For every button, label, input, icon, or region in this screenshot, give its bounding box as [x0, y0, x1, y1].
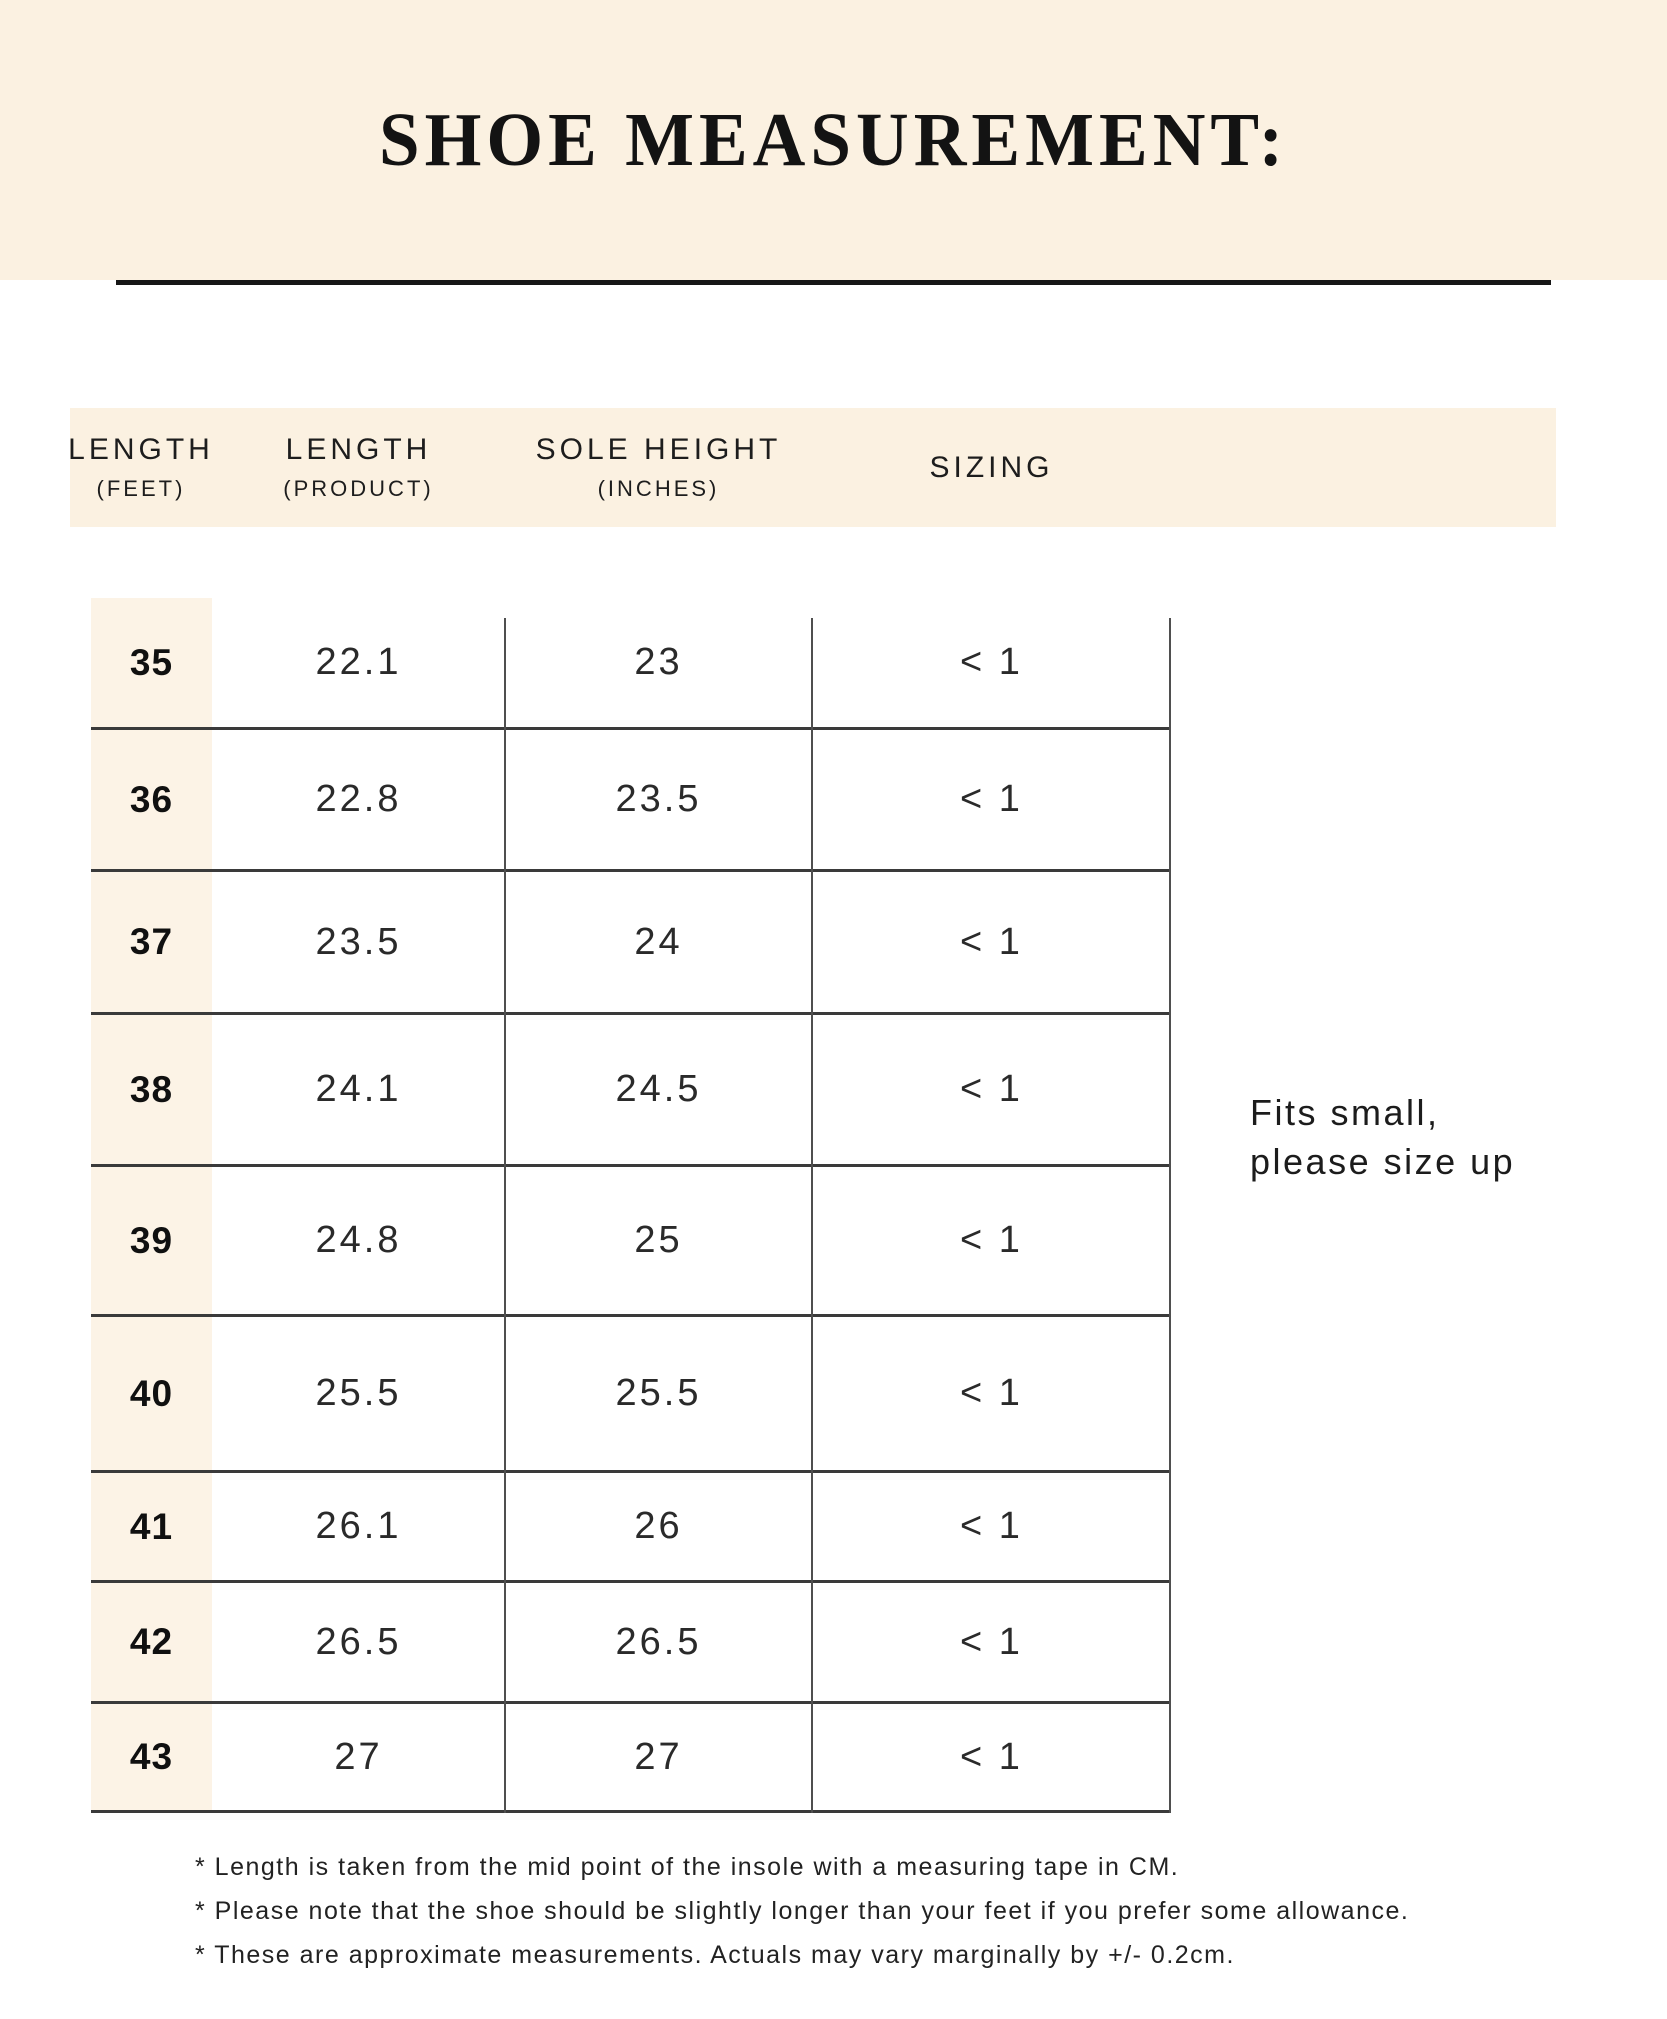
table-row: [91, 872, 1171, 1015]
size-cell: 38: [91, 1015, 212, 1164]
size-cell: 41: [91, 1473, 212, 1580]
sole-height-cell: < 1: [960, 1068, 1023, 1110]
header-spacer: [1171, 408, 1556, 527]
length-product-cell: 24: [634, 920, 683, 963]
size-cell: 43: [91, 1704, 212, 1810]
footnote: * Please note that the shoe should be slightly longer than your feet if you prefer some allowance.: [195, 1897, 1410, 1925]
table-header-band: [70, 408, 1556, 527]
header-main-label: SOLE HEIGHT: [535, 433, 782, 466]
table-vertical-divider: [504, 618, 506, 1813]
page-title: SHOE MEASUREMENT:: [378, 97, 1289, 182]
table-row: [91, 1317, 1171, 1473]
header-sole-height: [505, 408, 812, 527]
sizing-note-line: please size up: [1250, 1141, 1516, 1182]
header-sizing: [812, 408, 1171, 527]
length-product-cell: 24.5: [615, 1068, 702, 1110]
footnote: * These are approximate measurements. Actuals may vary marginally by +/- 0.2cm.: [195, 1941, 1235, 1969]
table-row: [91, 1167, 1171, 1317]
sole-height-cell: < 1: [960, 1505, 1023, 1547]
length-product-cell: 26.5: [615, 1620, 702, 1663]
length-feet-cell: 23.5: [315, 920, 402, 963]
size-cell: 35: [91, 598, 212, 727]
table-row: [91, 1015, 1171, 1167]
length-feet-cell: 24.8: [315, 1219, 402, 1261]
footnote: * Length is taken from the mid point of the insole with a measuring tape in CM.: [195, 1853, 1180, 1881]
header-sub-label: (PRODUCT): [283, 476, 434, 501]
table-vertical-divider: [811, 618, 813, 1813]
table-row: [91, 730, 1171, 872]
length-product-cell: 25.5: [615, 1372, 702, 1414]
footnotes: [195, 1845, 1409, 1977]
length-feet-cell: 26.1: [315, 1505, 402, 1547]
sole-height-cell: < 1: [960, 778, 1023, 820]
length-product-cell: 27: [634, 1735, 683, 1778]
sole-height-cell: < 1: [960, 920, 1023, 963]
length-feet-cell: 26.5: [315, 1620, 402, 1663]
table-row: [91, 1583, 1171, 1704]
length-product-cell: 26: [634, 1505, 683, 1547]
sole-height-cell: < 1: [960, 1372, 1023, 1414]
sizing-note-line: Fits small,: [1250, 1092, 1440, 1133]
sole-height-cell: < 1: [960, 1219, 1023, 1261]
length-feet-cell: 27: [334, 1735, 383, 1778]
length-feet-cell: 24.1: [315, 1068, 402, 1110]
size-cell: 40: [91, 1317, 212, 1470]
table-row: [91, 1704, 1171, 1813]
table-vertical-divider: [1169, 618, 1171, 1813]
header-main-label: LENGTH: [68, 433, 214, 466]
table-row: [91, 598, 1171, 730]
length-product-cell: 23: [634, 641, 683, 683]
size-table: [91, 598, 1171, 1813]
banner: [0, 0, 1667, 280]
size-cell: 37: [91, 872, 212, 1012]
header-length-product: [212, 408, 505, 527]
sizing-note: [1250, 1088, 1515, 1186]
sole-height-cell: < 1: [960, 1735, 1023, 1778]
sole-height-cell: < 1: [960, 1620, 1023, 1663]
header-main-label: SIZING: [929, 450, 1054, 484]
size-cell: 42: [91, 1583, 212, 1701]
length-feet-cell: 22.1: [315, 641, 402, 683]
length-feet-cell: 25.5: [315, 1372, 402, 1414]
size-cell: 36: [91, 730, 212, 869]
table-row: [91, 1473, 1171, 1583]
banner-underline: [116, 280, 1551, 285]
length-product-cell: 23.5: [615, 778, 702, 820]
size-cell: 39: [91, 1167, 212, 1314]
length-product-cell: 25: [634, 1219, 683, 1261]
sole-height-cell: < 1: [960, 641, 1023, 683]
header-main-label: LENGTH: [285, 433, 432, 466]
header-length-feet: [70, 408, 212, 527]
header-sub-label: (FEET): [96, 476, 186, 501]
header-sub-label: (INCHES): [597, 476, 720, 501]
length-feet-cell: 22.8: [315, 778, 402, 820]
